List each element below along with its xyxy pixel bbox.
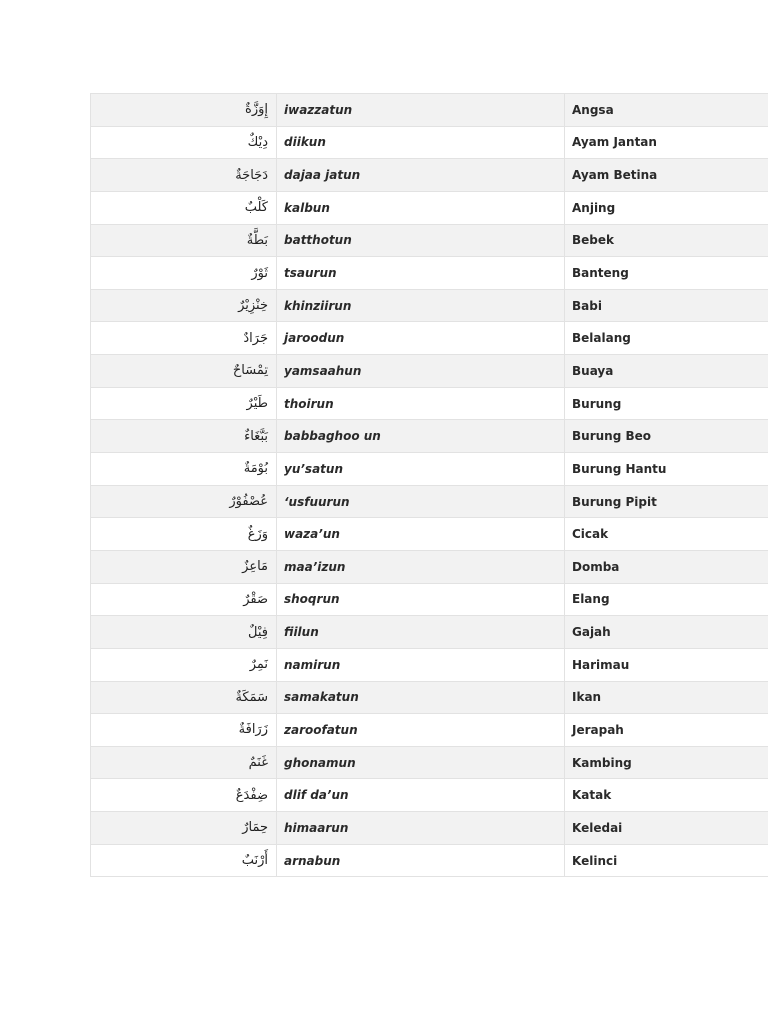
meaning-cell: Bebek xyxy=(565,224,768,257)
table-row xyxy=(91,583,768,616)
table-row xyxy=(91,746,768,779)
table-row xyxy=(91,844,768,877)
arabic-word-cell: دَجَاجَةٌ xyxy=(91,159,277,192)
arabic-word-cell: أَرْنَبٌ xyxy=(91,844,277,877)
arabic-word-cell: دِيْكٌ xyxy=(91,126,277,159)
meaning-cell: Gajah xyxy=(565,616,768,649)
arabic-word-cell: فِيْلٌ xyxy=(91,616,277,649)
arabic-word-cell: كَلْبٌ xyxy=(91,191,277,224)
arabic-word-cell: سَمَكَةٌ xyxy=(91,681,277,714)
transliteration-cell: yamsaahun xyxy=(277,355,565,388)
transliteration-cell: babbaghoo un xyxy=(277,420,565,453)
meaning-cell: Jerapah xyxy=(565,714,768,747)
transliteration-cell: dlif da’un xyxy=(277,779,565,812)
table-row xyxy=(91,94,768,127)
transliteration-cell: zaroofatun xyxy=(277,714,565,747)
table-row xyxy=(91,387,768,420)
transliteration-cell: diikun xyxy=(277,126,565,159)
transliteration-cell: maa’izun xyxy=(277,550,565,583)
meaning-cell: Anjing xyxy=(565,191,768,224)
arabic-word-cell: بَبَّغَاءٌ xyxy=(91,420,277,453)
meaning-cell: Burung Beo xyxy=(565,420,768,453)
table-row xyxy=(91,126,768,159)
meaning-cell: Katak xyxy=(565,779,768,812)
meaning-cell: Ikan xyxy=(565,681,768,714)
arabic-word-cell: نَمِرٌ xyxy=(91,648,277,681)
meaning-cell: Cicak xyxy=(565,518,768,551)
meaning-cell: Angsa xyxy=(565,94,768,127)
transliteration-cell: waza’un xyxy=(277,518,565,551)
arabic-word-cell: غَنَمٌ xyxy=(91,746,277,779)
meaning-cell: Kambing xyxy=(565,746,768,779)
transliteration-cell: iwazzatun xyxy=(277,94,565,127)
meaning-cell: Belalang xyxy=(565,322,768,355)
meaning-cell: Banteng xyxy=(565,257,768,290)
meaning-cell: Ayam Jantan xyxy=(565,126,768,159)
table-row xyxy=(91,518,768,551)
meaning-cell: Keledai xyxy=(565,812,768,845)
transliteration-cell: kalbun xyxy=(277,191,565,224)
arabic-word-cell: إِوَزَّةٌ xyxy=(91,94,277,127)
arabic-word-cell: بَطَّةٌ xyxy=(91,224,277,257)
table-row xyxy=(91,714,768,747)
table-row xyxy=(91,812,768,845)
transliteration-cell: tsaurun xyxy=(277,257,565,290)
meaning-cell: Ayam Betina xyxy=(565,159,768,192)
arabic-word-cell: طَيْرٌ xyxy=(91,387,277,420)
arabic-word-cell: زَرَافَةٌ xyxy=(91,714,277,747)
meaning-cell: Kelinci xyxy=(565,844,768,877)
arabic-word-cell: تِمْسَاحٌ xyxy=(91,355,277,388)
transliteration-cell: samakatun xyxy=(277,681,565,714)
meaning-cell: Burung Hantu xyxy=(565,453,768,486)
table-row xyxy=(91,289,768,322)
transliteration-cell: jaroodun xyxy=(277,322,565,355)
transliteration-cell: yu’satun xyxy=(277,453,565,486)
meaning-cell: Babi xyxy=(565,289,768,322)
transliteration-cell: fiilun xyxy=(277,616,565,649)
table-row xyxy=(91,453,768,486)
arabic-word-cell: جَرَادٌ xyxy=(91,322,277,355)
meaning-cell: Elang xyxy=(565,583,768,616)
table-row xyxy=(91,322,768,355)
arabic-word-cell: ضِفْدَعٌ xyxy=(91,779,277,812)
transliteration-cell: shoqrun xyxy=(277,583,565,616)
transliteration-cell: thoirun xyxy=(277,387,565,420)
transliteration-cell: arnabun xyxy=(277,844,565,877)
table-row xyxy=(91,224,768,257)
meaning-cell: Burung Pipit xyxy=(565,485,768,518)
meaning-cell: Buaya xyxy=(565,355,768,388)
transliteration-cell: ghonamun xyxy=(277,746,565,779)
transliteration-cell: batthotun xyxy=(277,224,565,257)
transliteration-cell: namirun xyxy=(277,648,565,681)
meaning-cell: Harimau xyxy=(565,648,768,681)
arabic-word-cell: ثَوْرٌ xyxy=(91,257,277,290)
transliteration-cell: dajaa jatun xyxy=(277,159,565,192)
vocabulary-table-body xyxy=(91,94,768,877)
table-row xyxy=(91,779,768,812)
arabic-word-cell: خِنْزِيْرٌ xyxy=(91,289,277,322)
arabic-word-cell: بُوْمَةٌ xyxy=(91,453,277,486)
meaning-cell: Domba xyxy=(565,550,768,583)
arabic-word-cell: صَقْرٌ xyxy=(91,583,277,616)
table-row xyxy=(91,420,768,453)
arabic-word-cell: مَاعِزٌ xyxy=(91,550,277,583)
meaning-cell: Burung xyxy=(565,387,768,420)
arabic-word-cell: عُصْفُوْرٌ xyxy=(91,485,277,518)
table-row xyxy=(91,648,768,681)
table-row xyxy=(91,681,768,714)
table-row xyxy=(91,550,768,583)
table-row xyxy=(91,191,768,224)
table-row xyxy=(91,355,768,388)
table-row xyxy=(91,616,768,649)
arabic-word-cell: وَزَغٌ xyxy=(91,518,277,551)
vocabulary-table xyxy=(90,93,768,877)
table-row xyxy=(91,159,768,192)
transliteration-cell: himaarun xyxy=(277,812,565,845)
transliteration-cell: khinziirun xyxy=(277,289,565,322)
table-row xyxy=(91,257,768,290)
arabic-word-cell: حِمَارٌ xyxy=(91,812,277,845)
transliteration-cell: ‘usfuurun xyxy=(277,485,565,518)
table-row xyxy=(91,485,768,518)
